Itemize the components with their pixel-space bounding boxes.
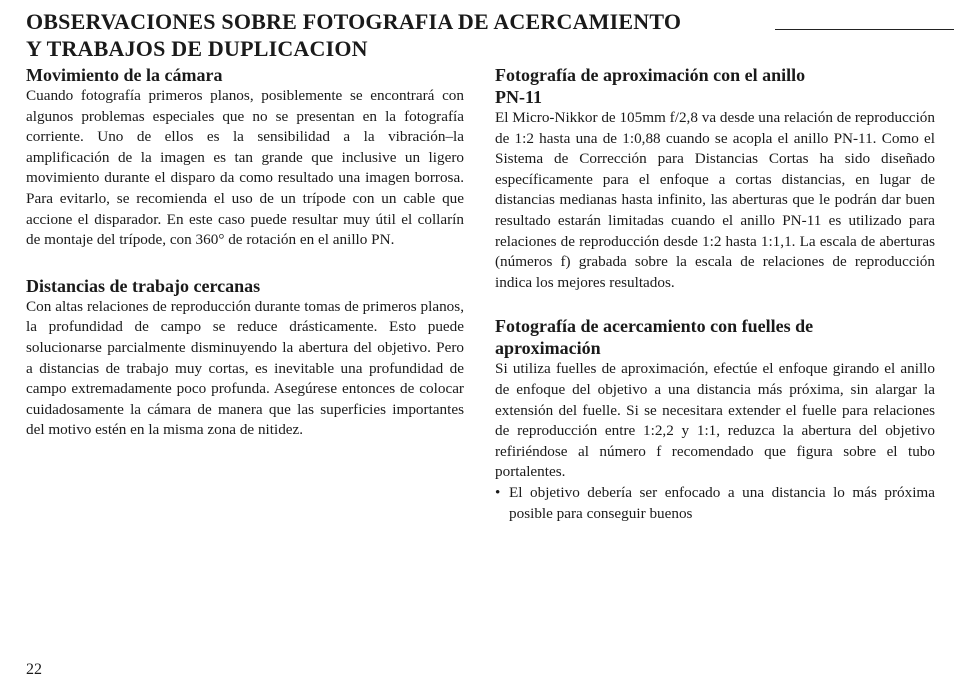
section-heading: Distancias de trabajo cercanas [26, 275, 261, 296]
title-line-1: OBSERVACIONES SOBRE FOTOGRAFIA DE ACERCAMIENTO [26, 9, 682, 34]
bullet-text: El objetivo debería ser enfocado a una distancia lo más próxima posible para conseguir buenos [509, 483, 935, 522]
bullet-icon: • [495, 483, 501, 501]
section-close-working-distances [26, 275, 464, 441]
title-line-2: Y TRABAJOS DE DUPLICACION [26, 36, 368, 61]
heading-line-2: aproximación [495, 338, 601, 359]
heading-line-1: Fotografía de aproximación con el anillo [495, 65, 806, 85]
section-body: Con altas relaciones de reproducción durante tomas de primeros planos, la profundidad de campo se reduce drásticamente. Esto puede solucionarse parcialmente disminuyendo la abertura del objetivo. Pero a distancias de trabajo muy cortas, es inevitable una profundidad de campo extremadamente poco profunda. Asegúrese entonces de colocar cuidadosamente la cámara de manera que las superficies importantes del motivo estén en la misma zona de nitidez. [26, 297, 464, 439]
section-body: Si utiliza fuelles de aproximación, efectúe el enfoque girando el anillo de enfoque del objetivo a una distancia más próxima, sin alargar la extensión del fuelle. Si se necesitara extender el fuelle para relaciones de reproducción entre 1:2,2 y 1:1, reduzca la abertura del objetivo refiriéndose al número f recomendado que figura sobre el tubo portalentes. [495, 360, 935, 481]
page-title [26, 8, 926, 62]
section-heading: Movimiento de la cámara [26, 65, 223, 85]
heading-line-2: PN-11 [495, 87, 542, 107]
section-body: Cuando fotografía primeros planos, posiblemente se encontrará con algunos problemas especiales que no se presentan en la fotografía corriente. Uno de ellos es la sensibilidad a la vibración–la amplificación de la imagen es tan grande que inclusive un ligero movimiento durante el disparo da como resultado una imagen borrosa. Para evitarlo, se recomienda el uso de un trípode con un cable que accione el disparador. En este caso puede resultar muy útil el collarín de montaje del trípode, con 360° de rotación en el anillo PN. [26, 87, 464, 249]
page-number: 22 [26, 661, 42, 678]
heading-line-1: Fotografía de acercamiento con fuelles de [495, 316, 814, 337]
bullet-item [495, 483, 935, 524]
section-body: El Micro-Nikkor de 105mm f/2,8 va desde una relación de reproducción de 1:2 hasta una de 1:0,88 cuando se acopla el anillo PN-11. Como el Sistema de Corrección para Distancias Cortas ha sido diseñado específicamente para el enfoque a cortas distancias, en lugar de distancias medianas hasta infinito, las aberturas que le podrán dar buen resultado estarán limitadas cuando el anillo PN-11 es utilizado para relaciones de reproducción desde 1:2 hasta 1:1,1. La escala de aberturas (números f) grabada sobre la escala de relaciones de reproducción indica los mejores resultados. [495, 109, 935, 291]
section-pn11-ring [495, 64, 935, 293]
title-rule [775, 29, 954, 30]
section-camera-movement [26, 64, 464, 251]
section-heading [495, 64, 935, 108]
left-column [26, 64, 464, 441]
section-bellows [495, 315, 935, 524]
right-column [495, 64, 935, 524]
section-heading [495, 315, 935, 359]
